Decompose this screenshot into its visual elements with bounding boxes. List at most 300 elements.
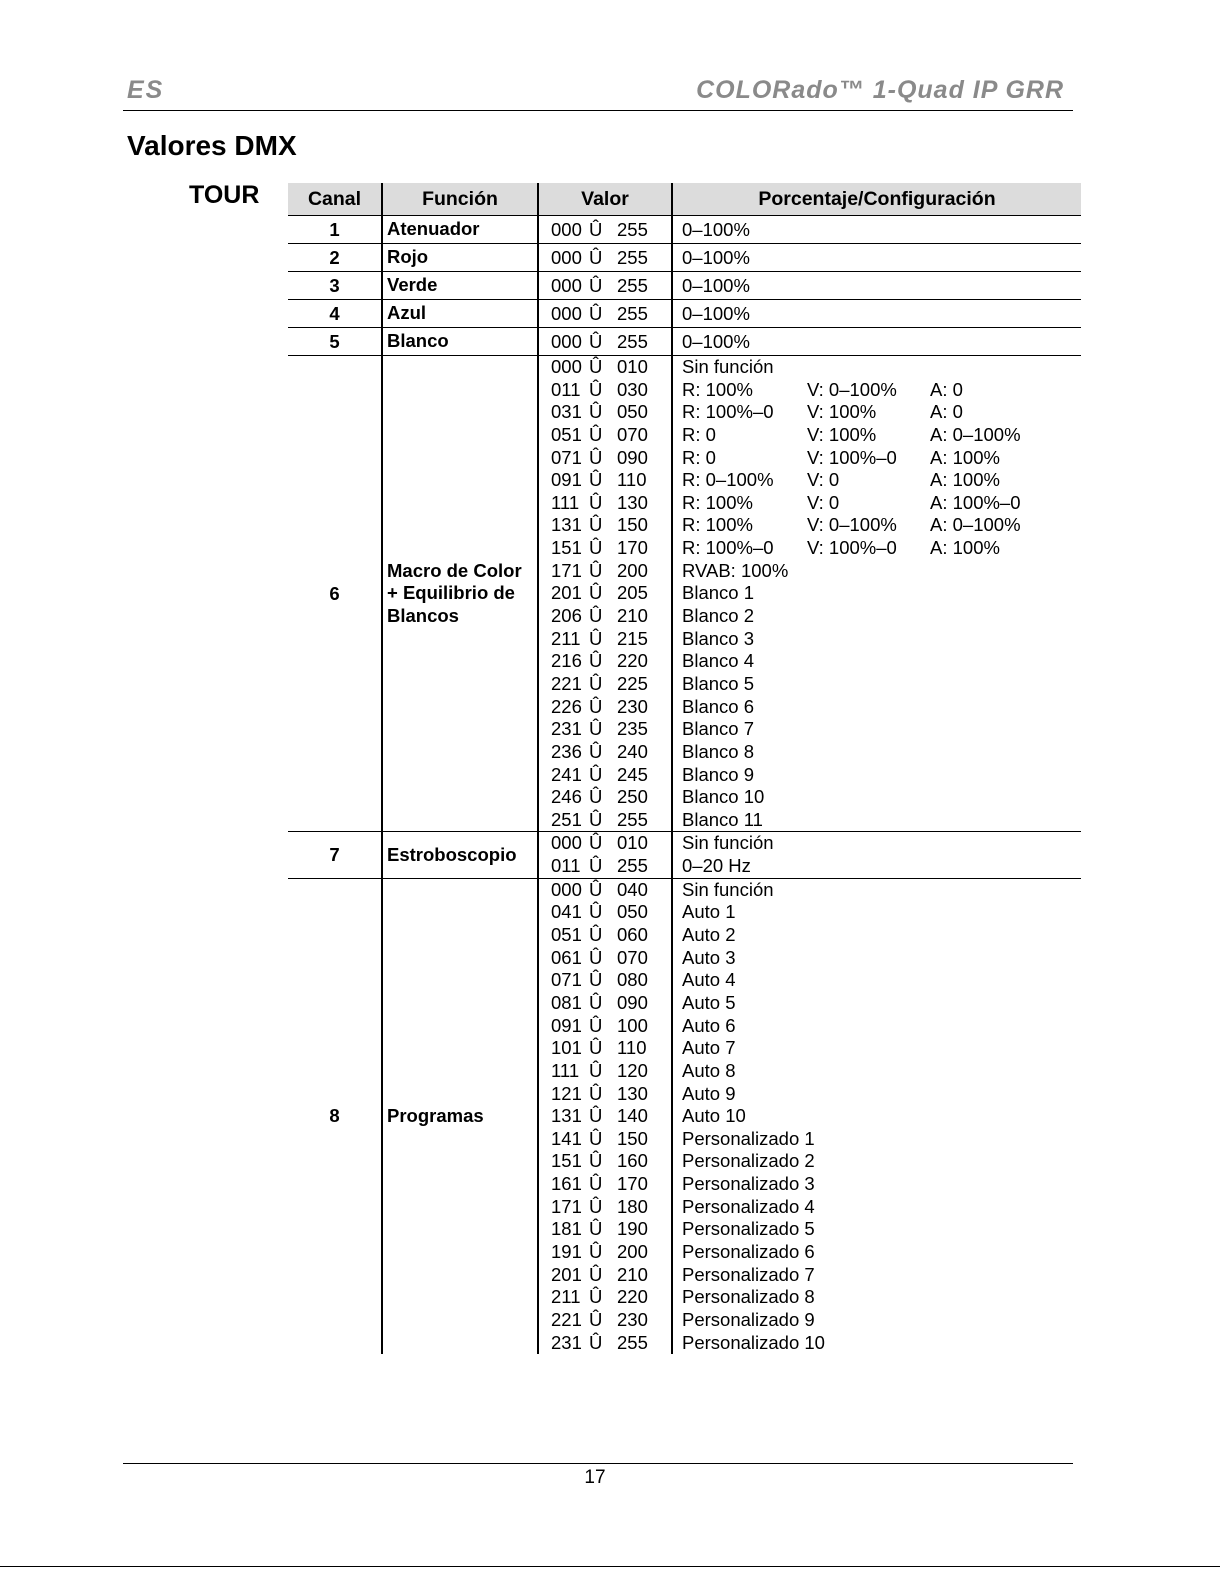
- setting-line: Personalizado 1: [682, 1127, 815, 1149]
- green-setting: V: 0–100%: [807, 378, 897, 400]
- range-high: 220: [617, 1286, 648, 1308]
- setting-line: Blanco 9: [682, 763, 754, 785]
- table-header-row: [288, 183, 1081, 216]
- range-separator: Û: [589, 1218, 603, 1240]
- setting-line: 0–100%: [682, 247, 750, 268]
- range-low: 011: [551, 855, 581, 877]
- function-label-line: Macro de Color: [387, 559, 522, 581]
- range-low: 051: [551, 924, 582, 946]
- setting-line: Personalizado 2: [682, 1150, 815, 1172]
- range-separator: Û: [589, 469, 603, 491]
- setting-line: Auto 10: [682, 1105, 746, 1127]
- value-range: [551, 1241, 671, 1264]
- value-range: [551, 650, 671, 673]
- range-separator: Û: [589, 537, 603, 559]
- range-high: 255: [617, 855, 648, 877]
- percentage-cell: [672, 300, 1081, 328]
- range-low: 221: [551, 1308, 582, 1330]
- range-low: 000: [551, 303, 582, 324]
- header-rule: [123, 110, 1073, 111]
- function-label-line: Verde: [387, 274, 438, 296]
- range-separator: Û: [589, 514, 603, 536]
- range-low: 061: [551, 946, 582, 968]
- table-row: [288, 356, 1081, 832]
- value-range: [551, 1015, 671, 1038]
- column-header-valor: Valor: [538, 183, 672, 216]
- range-low: 101: [551, 1037, 582, 1059]
- range-high: 210: [617, 1263, 648, 1285]
- range-high: 010: [617, 832, 648, 854]
- range-separator: Û: [589, 1014, 603, 1036]
- table-row: [288, 328, 1081, 356]
- range-high: 250: [617, 786, 648, 808]
- channel-function: [382, 832, 538, 878]
- range-separator: Û: [589, 247, 603, 268]
- function-label-line: Programas: [387, 1105, 484, 1127]
- range-low: 121: [551, 1082, 582, 1104]
- range-high: 040: [617, 878, 648, 900]
- range-separator: Û: [589, 1059, 603, 1081]
- range-high: 210: [617, 605, 648, 627]
- range-separator: Û: [589, 1331, 603, 1353]
- range-high: 235: [617, 718, 648, 740]
- range-high: 140: [617, 1105, 648, 1127]
- channel-number: 2: [288, 244, 382, 272]
- range-separator: Û: [589, 1037, 603, 1059]
- value-range: [551, 855, 671, 878]
- range-high: 050: [617, 401, 648, 423]
- channel-group: [288, 216, 1081, 244]
- channel-group: [288, 272, 1081, 300]
- range-low: 201: [551, 582, 582, 604]
- channel-number: 7: [288, 832, 382, 878]
- range-high: 160: [617, 1150, 648, 1172]
- value-range: [551, 696, 671, 719]
- range-separator: Û: [589, 491, 603, 513]
- percentage-cell: [672, 832, 1081, 878]
- range-low: 171: [551, 1195, 582, 1217]
- range-low: 000: [551, 219, 582, 240]
- range-separator: Û: [589, 1308, 603, 1330]
- channel-group: [288, 328, 1081, 356]
- channel-function: [382, 300, 538, 328]
- blue-setting: A: 0–100%: [930, 423, 1021, 445]
- green-setting: V: 100%–0: [807, 537, 897, 559]
- setting-line: Sin función: [682, 878, 774, 900]
- range-low: 151: [551, 1150, 582, 1172]
- setting-line: Personalizado 3: [682, 1173, 815, 1195]
- range-separator: Û: [589, 627, 603, 649]
- function-label-line: Atenuador: [387, 218, 480, 240]
- range-high: 255: [617, 808, 648, 830]
- range-high: 150: [617, 514, 648, 536]
- footer-rule: [123, 1463, 1073, 1464]
- setting-line: [682, 447, 1081, 470]
- range-low: 151: [551, 537, 582, 559]
- header-language: ES: [127, 76, 165, 104]
- green-setting: V: 100%: [807, 423, 877, 445]
- value-range: [551, 379, 671, 402]
- range-high: 150: [617, 1127, 648, 1149]
- range-low: 231: [551, 1331, 582, 1353]
- value-range: [551, 1128, 671, 1151]
- value-range-cell: [538, 328, 672, 356]
- range-low: 201: [551, 1263, 582, 1285]
- value-range: [551, 1309, 671, 1332]
- red-setting: R: 100%: [682, 378, 753, 400]
- range-separator: Û: [589, 401, 603, 423]
- value-range-cell: [538, 244, 672, 272]
- channel-function: [382, 878, 538, 1354]
- range-low: 251: [551, 808, 582, 830]
- page-bottom-rule: [0, 1566, 1220, 1567]
- column-header-porcentaje: Porcentaje/Configuración: [672, 183, 1081, 216]
- value-range: [551, 879, 671, 902]
- page-number: 17: [584, 1467, 606, 1488]
- column-header-funcion: Función: [382, 183, 538, 216]
- setting-line: 0–100%: [682, 303, 750, 324]
- range-separator: Û: [589, 786, 603, 808]
- red-setting: R: 0–100%: [682, 469, 774, 491]
- value-range: [551, 560, 671, 583]
- range-low: 111: [551, 1059, 580, 1081]
- range-high: 030: [617, 378, 648, 400]
- percentage-cell: [672, 328, 1081, 356]
- range-high: 230: [617, 695, 648, 717]
- range-low: 236: [551, 740, 582, 762]
- percentage-cell: [672, 244, 1081, 272]
- function-label-line: Rojo: [387, 246, 429, 268]
- setting-line: Blanco 7: [682, 718, 754, 740]
- range-separator: Û: [589, 901, 603, 923]
- range-separator: Û: [589, 1286, 603, 1308]
- setting-line: RVAB: 100%: [682, 559, 789, 581]
- range-high: 245: [617, 763, 648, 785]
- setting-line: [682, 401, 1081, 424]
- range-low: 206: [551, 605, 582, 627]
- range-separator: Û: [589, 423, 603, 445]
- range-high: 080: [617, 969, 648, 991]
- mode-label: TOUR: [189, 181, 260, 209]
- red-setting: R: 100%–0: [682, 401, 774, 423]
- value-range: [551, 764, 671, 787]
- range-low: 071: [551, 969, 582, 991]
- channel-number: 8: [288, 878, 382, 1354]
- setting-line: Auto 7: [682, 1037, 736, 1059]
- channel-group: [288, 832, 1081, 878]
- value-range: [551, 1083, 671, 1106]
- range-low: 000: [551, 832, 582, 854]
- channel-number: 3: [288, 272, 382, 300]
- range-high: 130: [617, 1082, 648, 1104]
- range-high: 120: [617, 1059, 648, 1081]
- red-setting: R: 100%: [682, 491, 753, 513]
- range-separator: Û: [589, 1082, 603, 1104]
- setting-line: 0–20 Hz: [682, 855, 751, 877]
- blue-setting: A: 0–100%: [930, 514, 1021, 536]
- range-separator: Û: [589, 650, 603, 672]
- range-high: 200: [617, 1240, 648, 1262]
- column-header-canal: Canal: [288, 183, 382, 216]
- setting-line: [682, 424, 1081, 447]
- setting-line: Blanco 10: [682, 786, 765, 808]
- range-separator: Û: [589, 219, 603, 240]
- range-low: 231: [551, 718, 582, 740]
- table-row: [288, 216, 1081, 244]
- range-separator: Û: [589, 946, 603, 968]
- value-range: [551, 582, 671, 605]
- function-label-line: Blancos: [387, 605, 459, 627]
- range-high: 255: [617, 219, 648, 240]
- range-high: 225: [617, 672, 648, 694]
- range-high: 190: [617, 1218, 648, 1240]
- percentage-cell: [672, 878, 1081, 1354]
- blue-setting: A: 100%: [930, 446, 1000, 468]
- range-high: 090: [617, 446, 648, 468]
- range-high: 255: [617, 1331, 648, 1353]
- range-high: 090: [617, 991, 648, 1013]
- value-range: [551, 1196, 671, 1219]
- value-range-cell: [538, 216, 672, 244]
- value-range: [551, 272, 671, 299]
- setting-line: [682, 514, 1081, 537]
- setting-line: Blanco 6: [682, 695, 754, 717]
- range-low: 011: [551, 378, 581, 400]
- dmx-values-table: [288, 183, 1081, 1354]
- value-range: [551, 1332, 671, 1355]
- value-range: [551, 947, 671, 970]
- range-high: 230: [617, 1308, 648, 1330]
- setting-line: Personalizado 7: [682, 1263, 815, 1285]
- value-range: [551, 328, 671, 355]
- range-low: 246: [551, 786, 582, 808]
- range-separator: Û: [589, 718, 603, 740]
- percentage-cell: [672, 356, 1081, 832]
- range-low: 000: [551, 247, 582, 268]
- range-low: 131: [551, 1105, 582, 1127]
- range-separator: Û: [589, 1263, 603, 1285]
- value-range-cell: [538, 832, 672, 878]
- value-range: [551, 1150, 671, 1173]
- value-range: [551, 741, 671, 764]
- table-row: [288, 878, 1081, 1354]
- value-range: [551, 514, 671, 537]
- range-separator: Û: [589, 740, 603, 762]
- range-separator: Û: [589, 763, 603, 785]
- value-range: [551, 718, 671, 741]
- range-high: 070: [617, 423, 648, 445]
- range-separator: Û: [589, 924, 603, 946]
- setting-line: Auto 4: [682, 969, 736, 991]
- percentage-cell: [672, 216, 1081, 244]
- value-range: [551, 300, 671, 327]
- value-range: [551, 786, 671, 809]
- red-setting: R: 0: [682, 446, 716, 468]
- value-range: [551, 924, 671, 947]
- green-setting: V: 0–100%: [807, 514, 897, 536]
- red-setting: R: 100%: [682, 514, 753, 536]
- setting-line: Personalizado 5: [682, 1218, 815, 1240]
- range-separator: Û: [589, 378, 603, 400]
- setting-line: Personalizado 8: [682, 1286, 815, 1308]
- setting-line: Personalizado 10: [682, 1331, 825, 1353]
- blue-setting: A: 0: [930, 401, 963, 423]
- range-separator: Û: [589, 672, 603, 694]
- setting-line: Blanco 11: [682, 808, 763, 830]
- setting-line: 0–100%: [682, 331, 750, 352]
- range-low: 161: [551, 1173, 582, 1195]
- range-low: 000: [551, 331, 582, 352]
- range-separator: Û: [589, 582, 603, 604]
- range-high: 170: [617, 1173, 648, 1195]
- range-high: 070: [617, 946, 648, 968]
- setting-line: Blanco 3: [682, 627, 754, 649]
- range-high: 130: [617, 491, 648, 513]
- value-range-cell: [538, 272, 672, 300]
- range-separator: Û: [589, 808, 603, 830]
- channel-function: [382, 328, 538, 356]
- value-range: [551, 492, 671, 515]
- channel-group: [288, 356, 1081, 832]
- range-low: 000: [551, 878, 582, 900]
- page-title: Valores DMX: [127, 130, 297, 161]
- setting-line: Sin función: [682, 832, 774, 854]
- value-range: [551, 1173, 671, 1196]
- value-range-cell: [538, 878, 672, 1354]
- range-high: 255: [617, 275, 648, 296]
- setting-line: Auto 6: [682, 1014, 736, 1036]
- range-low: 041: [551, 901, 582, 923]
- setting-line: Sin función: [682, 356, 774, 377]
- channel-number: 1: [288, 216, 382, 244]
- green-setting: V: 100%–0: [807, 446, 897, 468]
- range-separator: Û: [589, 855, 603, 877]
- range-low: 216: [551, 650, 582, 672]
- setting-line: Auto 9: [682, 1082, 736, 1104]
- setting-line: [682, 469, 1081, 492]
- setting-line: [682, 537, 1081, 560]
- value-range: [551, 628, 671, 651]
- value-range: [551, 216, 671, 243]
- range-high: 050: [617, 901, 648, 923]
- function-label-line: Blanco: [387, 330, 449, 352]
- value-range: [551, 356, 671, 379]
- value-range: [551, 1105, 671, 1128]
- range-separator: Û: [589, 832, 603, 854]
- setting-line: [682, 492, 1081, 515]
- range-separator: Û: [589, 1105, 603, 1127]
- percentage-cell: [672, 272, 1081, 300]
- value-range-cell: [538, 356, 672, 832]
- value-range: [551, 992, 671, 1015]
- setting-line: Blanco 1: [682, 582, 754, 604]
- green-setting: V: 0: [807, 491, 840, 513]
- range-low: 111: [551, 491, 580, 513]
- table-row: [288, 832, 1081, 878]
- blue-setting: A: 100%: [930, 469, 1000, 491]
- setting-line: Personalizado 6: [682, 1240, 815, 1262]
- channel-function: [382, 244, 538, 272]
- value-range: [551, 605, 671, 628]
- range-low: 211: [551, 1286, 581, 1308]
- value-range: [551, 1037, 671, 1060]
- range-low: 071: [551, 446, 582, 468]
- range-high: 060: [617, 924, 648, 946]
- value-range: [551, 469, 671, 492]
- setting-line: [682, 379, 1081, 402]
- range-high: 110: [617, 1037, 647, 1059]
- setting-line: 0–100%: [682, 275, 750, 296]
- value-range: [551, 447, 671, 470]
- setting-line: Auto 3: [682, 946, 736, 968]
- range-separator: Û: [589, 559, 603, 581]
- range-high: 200: [617, 559, 648, 581]
- value-range: [551, 537, 671, 560]
- function-label-line: Estroboscopio: [387, 843, 517, 865]
- range-low: 091: [551, 469, 582, 491]
- range-separator: Û: [589, 1150, 603, 1172]
- range-low: 051: [551, 423, 582, 445]
- range-low: 241: [551, 763, 582, 785]
- range-high: 180: [617, 1195, 648, 1217]
- channel-group: [288, 244, 1081, 272]
- range-separator: Û: [589, 446, 603, 468]
- range-low: 000: [551, 275, 582, 296]
- range-high: 255: [617, 303, 648, 324]
- range-high: 170: [617, 537, 648, 559]
- range-separator: Û: [589, 331, 603, 352]
- setting-line: Auto 5: [682, 991, 736, 1013]
- range-low: 226: [551, 695, 582, 717]
- channel-function: [382, 272, 538, 300]
- channel-number: 5: [288, 328, 382, 356]
- setting-line: Blanco 5: [682, 672, 754, 694]
- range-high: 100: [617, 1014, 648, 1036]
- table-row: [288, 300, 1081, 328]
- header-product-name: COLORado™ 1-Quad IP GRR: [696, 76, 1064, 104]
- range-separator: Û: [589, 1127, 603, 1149]
- channel-group: [288, 878, 1081, 1354]
- function-label-line: + Equilibrio de: [387, 582, 515, 604]
- green-setting: V: 0: [807, 469, 840, 491]
- green-setting: V: 100%: [807, 401, 877, 423]
- range-low: 000: [551, 356, 582, 377]
- setting-line: Blanco 2: [682, 605, 754, 627]
- range-separator: Û: [589, 275, 603, 296]
- range-low: 131: [551, 514, 582, 536]
- setting-line: Blanco 4: [682, 650, 754, 672]
- value-range: [551, 901, 671, 924]
- red-setting: R: 100%–0: [682, 537, 774, 559]
- range-high: 215: [617, 627, 648, 649]
- red-setting: R: 0: [682, 423, 716, 445]
- value-range: [551, 1264, 671, 1287]
- setting-line: 0–100%: [682, 219, 750, 240]
- channel-function: [382, 356, 538, 832]
- setting-line: Blanco 8: [682, 740, 754, 762]
- range-high: 110: [617, 469, 647, 491]
- range-low: 031: [551, 401, 582, 423]
- blue-setting: A: 0: [930, 378, 963, 400]
- value-range: [551, 424, 671, 447]
- function-label-line: Azul: [387, 302, 427, 324]
- range-separator: Û: [589, 605, 603, 627]
- channel-function: [382, 216, 538, 244]
- setting-line: Auto 1: [682, 901, 736, 923]
- range-high: 255: [617, 247, 648, 268]
- setting-line: Auto 2: [682, 924, 736, 946]
- range-low: 211: [551, 627, 581, 649]
